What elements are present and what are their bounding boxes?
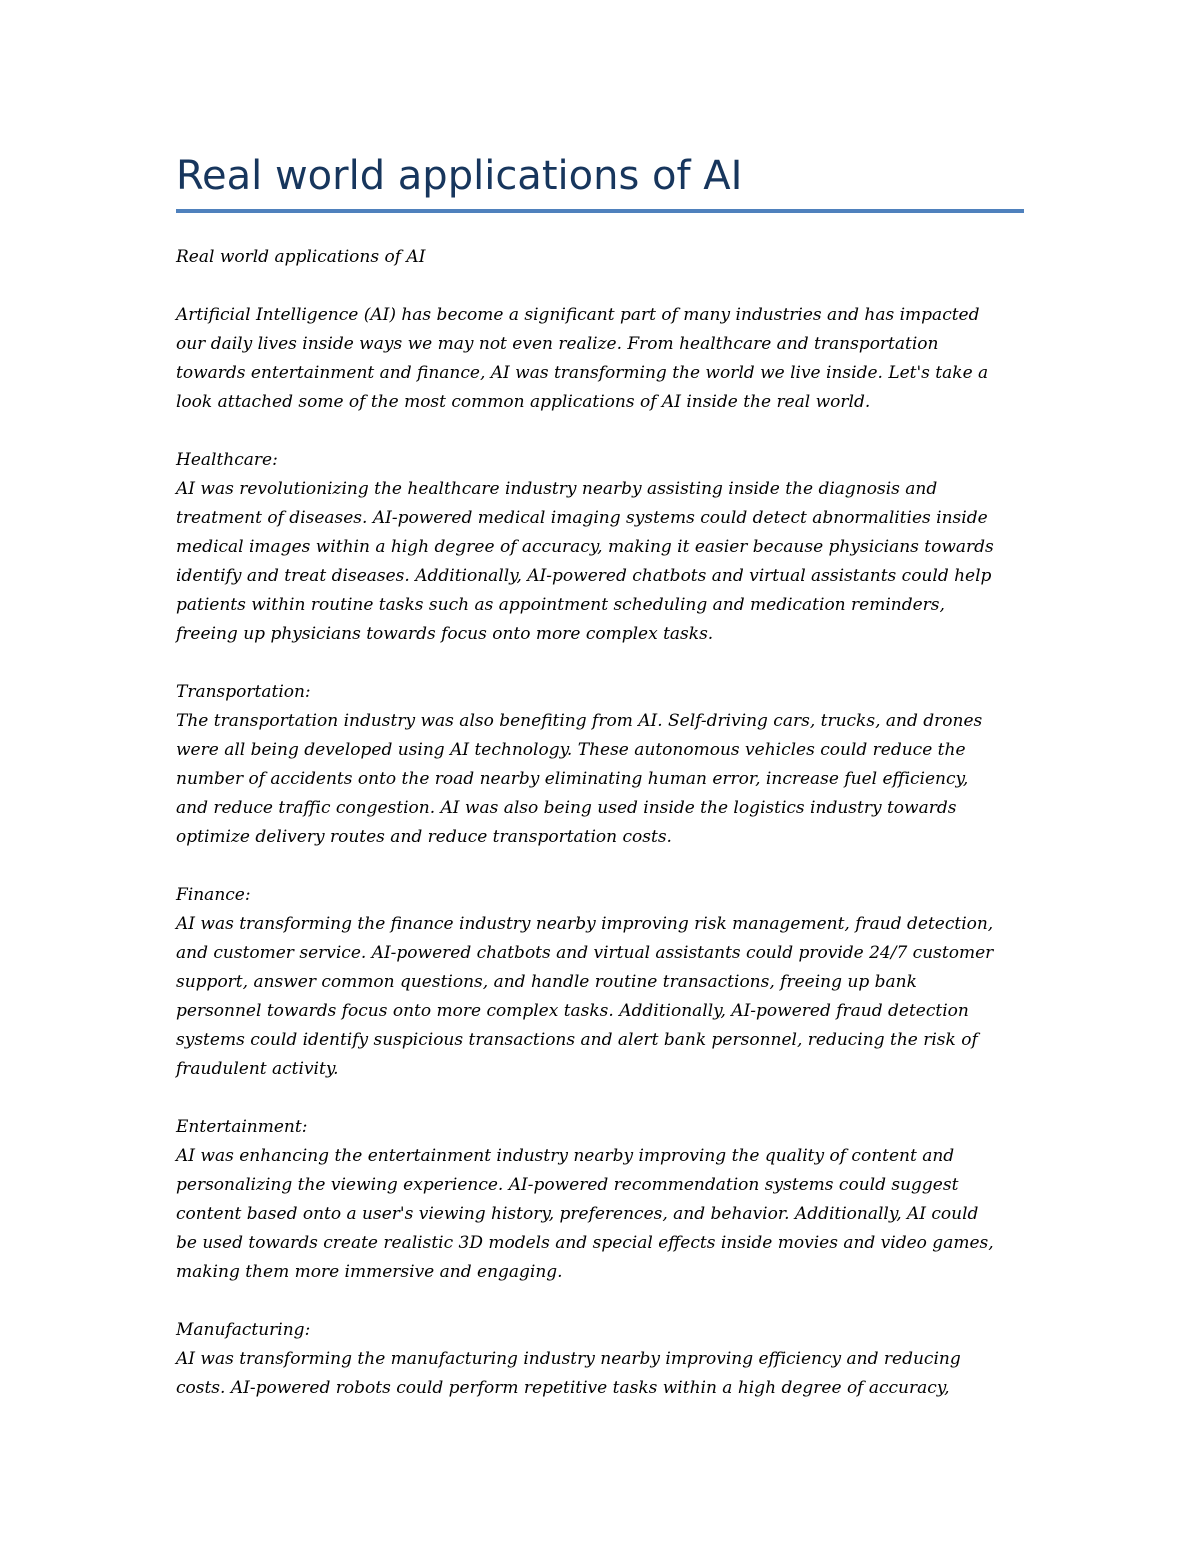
paragraph-spacer [176,649,1026,678]
body-text-line: towards entertainment and finance, AI was transforming the world we live inside. Let's take a [176,363,989,383]
paragraph-spacer [176,1084,1026,1113]
body-text-line: look attached some of the most common applications of AI inside the real world. [176,392,871,412]
body-text-line: AI was transforming the manufacturing industry nearby improving efficiency and reducing [176,1349,961,1369]
body-text-line: The transportation industry was also benefiting from AI. Self-driving cars, trucks, and drones [176,711,983,731]
body-text-line: Transportation: [176,682,311,702]
body-text-line: number of accidents onto the road nearby eliminating human error, increase fuel efficiency, [176,769,969,789]
body-text-line: AI was transforming the finance industry nearby improving risk management, fraud detection, [176,914,994,934]
body-text-line: medical images within a high degree of accuracy, making it easier because physicians towards [176,537,994,557]
body-text-line: optimize delivery routes and reduce transportation costs. [176,827,672,847]
body-text-line: Artificial Intelligence (AI) has become a significant part of many industries and has impacted [176,305,980,325]
body-text-line: Entertainment: [176,1117,308,1137]
paragraph-spacer [176,272,1026,301]
body-text-line: and reduce traffic congestion. AI was also being used inside the logistics industry towards [176,798,957,818]
paragraph-spacer [176,1287,1026,1316]
body-text-line: identify and treat diseases. Additionally, AI-powered chatbots and virtual assistants could help [176,566,992,586]
body-text-line: fraudulent activity. [176,1059,339,1079]
body-text-line: our daily lives inside ways we may not even realize. From healthcare and transportation [176,334,939,354]
body-text-line: personnel towards focus onto more complex tasks. Additionally, AI-powered fraud detection [176,1001,969,1021]
body-text-line: costs. AI-powered robots could perform repetitive tasks within a high degree of accuracy, [176,1378,950,1398]
body-text-line: freeing up physicians towards focus onto more complex tasks. [176,624,714,644]
document-body [176,243,1026,1403]
body-text-line: Finance: [176,885,251,905]
body-text-line: Manufacturing: [176,1320,311,1340]
body-text-line: support, answer common questions, and handle routine transactions, freeing up bank [176,972,917,992]
title-underline-rule [176,209,1024,213]
body-text-line: AI was revolutionizing the healthcare industry nearby assisting inside the diagnosis and [176,479,938,499]
body-text-line: and customer service. AI-powered chatbots and virtual assistants could provide 24/7 customer [176,943,994,963]
body-text-line: Real world applications of AI [176,247,426,267]
document-title: Real world applications of AI [176,153,743,199]
body-text-line: treatment of diseases. AI-powered medical imaging systems could detect abnormalities inside [176,508,988,528]
body-text-line: content based onto a user's viewing history, preferences, and behavior. Additionally, AI could [176,1204,979,1224]
body-text-line: personalizing the viewing experience. AI-powered recommendation systems could suggest [176,1175,959,1195]
body-text-line: patients within routine tasks such as appointment scheduling and medication reminders, [176,595,945,615]
body-text-line: systems could identify suspicious transactions and alert bank personnel, reducing the risk of [176,1030,978,1050]
paragraph-spacer [176,417,1026,446]
paragraph-spacer [176,852,1026,881]
body-text-line: be used towards create realistic 3D models and special effects inside movies and video games, [176,1233,994,1253]
body-text-line: making them more immersive and engaging. [176,1262,563,1282]
body-text-line: AI was enhancing the entertainment industry nearby improving the quality of content and [176,1146,955,1166]
body-text-line: were all being developed using AI technology. These autonomous vehicles could reduce the [176,740,966,760]
body-text-line: Healthcare: [176,450,278,470]
